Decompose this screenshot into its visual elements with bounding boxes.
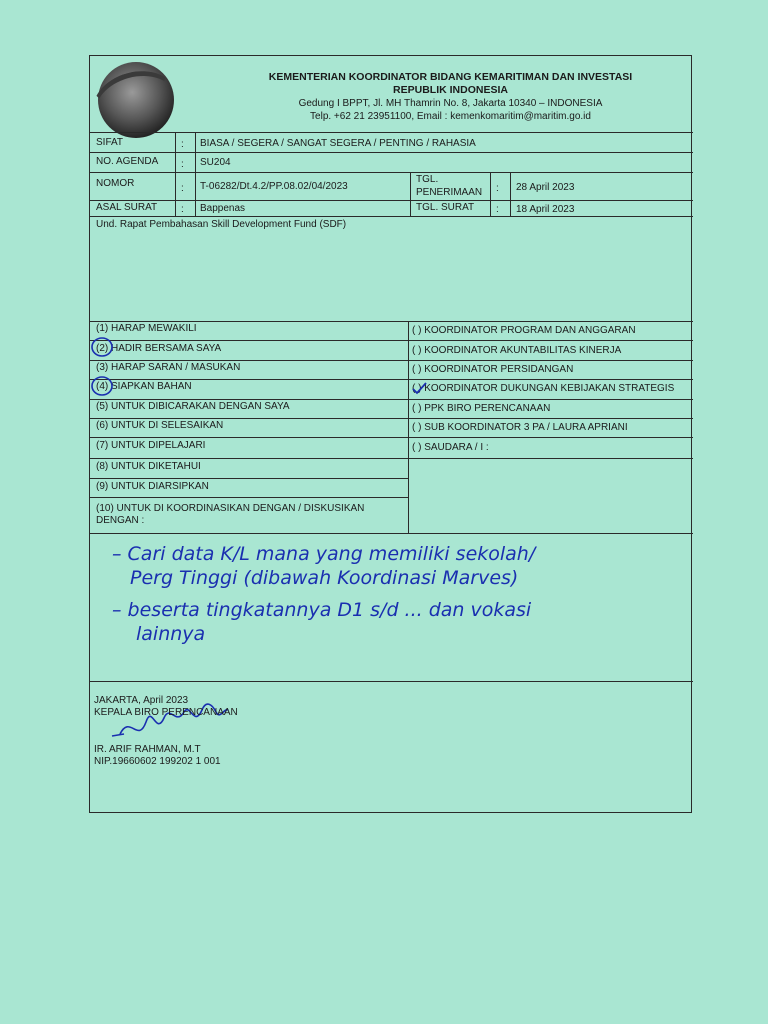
nomor-label: NOMOR bbox=[96, 178, 135, 189]
instruction-item: (10) UNTUK DI KOORDINASIKAN DENGAN / DISKUSIKAN bbox=[96, 503, 365, 514]
ministry-name: KEMENTERIAN KOORDINATOR BIDANG KEMARITIMAN DAN INVESTASI bbox=[268, 71, 633, 83]
asal-label: ASAL SURAT bbox=[96, 202, 158, 213]
colon: : bbox=[181, 159, 184, 170]
circle-mark-icon bbox=[92, 377, 112, 395]
sifat-value: BIASA / SEGERA / SANGAT SEGERA / PENTING / RAHASIA bbox=[200, 138, 476, 149]
tgl-surat-label: TGL. SURAT bbox=[416, 202, 475, 213]
nomor-value: T-06282/Dt.4.2/PP.08.02/04/2023 bbox=[200, 181, 348, 192]
recipient-item: ( ) SUB KOORDINATOR 3 PA / LAURA APRIANI bbox=[412, 422, 628, 433]
instruction-item: (8) UNTUK DIKETAHUI bbox=[96, 461, 201, 472]
agenda-value: SU204 bbox=[200, 157, 231, 168]
instruction-item: (4) SIAPKAN BAHAN bbox=[96, 381, 192, 392]
instruction-item: (9) UNTUK DIARSIPKAN bbox=[96, 481, 209, 492]
tgl-penerimaan-label: TGL. bbox=[416, 174, 439, 185]
disposition-form bbox=[89, 55, 692, 813]
colon: : bbox=[181, 204, 184, 215]
tgl-surat-value: 18 April 2023 bbox=[516, 204, 575, 215]
circle-mark-icon bbox=[92, 338, 112, 356]
note-line-1: – Cari data K/L mana yang memiliki sekolah/ bbox=[112, 543, 536, 565]
note-line-4: lainnya bbox=[136, 623, 206, 645]
instruction-item: (5) UNTUK DIBICARAKAN DENGAN SAYA bbox=[96, 401, 290, 412]
colon: : bbox=[181, 139, 184, 150]
colon: : bbox=[496, 204, 499, 215]
colon: : bbox=[496, 183, 499, 194]
recipient-item: ( ) KOORDINATOR AKUNTABILITAS KINERJA bbox=[412, 345, 622, 356]
recipient-item: ( ) KOORDINATOR PERSIDANGAN bbox=[412, 364, 574, 375]
contact-line: Telp. +62 21 23951100, Email : kemenkomaritim@maritim.go.id bbox=[310, 111, 591, 122]
agenda-label: NO. AGENDA bbox=[96, 156, 159, 167]
instruction-item: (1) HARAP MEWAKILI bbox=[96, 323, 197, 334]
signer-nip: NIP.19660602 199202 1 001 bbox=[94, 756, 221, 767]
checkmark-icon bbox=[413, 383, 426, 393]
instruction-item: (7) UNTUK DIPELAJARI bbox=[96, 440, 206, 451]
instruction-item-cont: DENGAN : bbox=[96, 515, 145, 526]
asal-value: Bappenas bbox=[200, 203, 246, 214]
subject-text: Und. Rapat Pembahasan Skill Development Fund (SDF) bbox=[96, 219, 347, 230]
tgl-penerimaan-label-2: PENERIMAAN bbox=[416, 187, 483, 198]
sifat-label: SIFAT bbox=[96, 137, 124, 148]
signer-name: IR. ARIF RAHMAN, M.T bbox=[94, 744, 201, 755]
instruction-item: (3) HARAP SARAN / MASUKAN bbox=[96, 362, 241, 373]
signer-position: KEPALA BIRO PERENCANAAN bbox=[94, 707, 238, 718]
place-date: JAKARTA, April 2023 bbox=[94, 695, 189, 706]
address-line: Gedung I BPPT, Jl. MH Thamrin No. 8, Jakarta 10340 – INDONESIA bbox=[298, 98, 603, 109]
recipient-item: ( ) KOORDINATOR PROGRAM DAN ANGGARAN bbox=[412, 325, 636, 336]
instruction-item: (2) HADIR BERSAMA SAYA bbox=[96, 343, 222, 354]
colon: : bbox=[181, 183, 184, 194]
recipient-item: ( ) PPK BIRO PERENCANAAN bbox=[412, 403, 551, 414]
note-line-3: – beserta tingkatannya D1 s/d ... dan vokasi bbox=[112, 599, 532, 621]
note-line-2: Perg Tinggi (dibawah Koordinasi Marves) bbox=[130, 567, 519, 589]
tgl-penerimaan-value: 28 April 2023 bbox=[516, 182, 575, 193]
recipient-item: ( ) KOORDINATOR DUKUNGAN KEBIJAKAN STRATEGIS bbox=[412, 383, 675, 394]
recipient-item: ( ) SAUDARA / I : bbox=[412, 442, 489, 453]
republic-name: REPUBLIK INDONESIA bbox=[393, 84, 508, 96]
instruction-item: (6) UNTUK DI SELESAIKAN bbox=[96, 420, 224, 431]
